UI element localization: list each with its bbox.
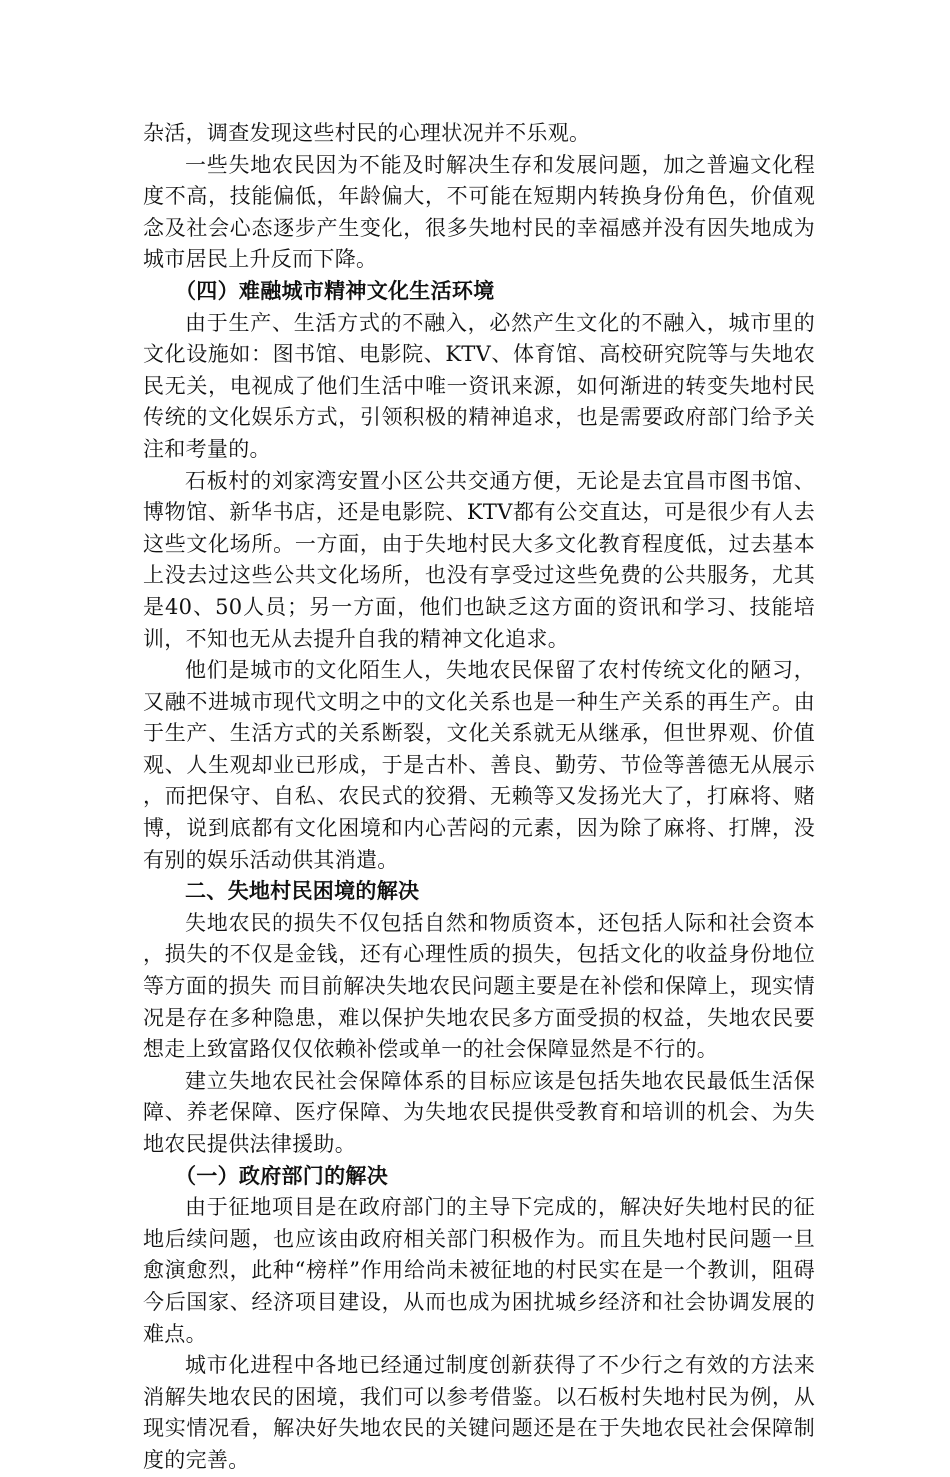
heading-section-solutions: 二、失地村民困境的解决 [185, 879, 420, 904]
paragraph-urbanization: 城市化进程中各地已经通过制度创新获得了不少行之有效的方法来消解失地农民的困境，我们可以参考借鉴。以石板村失地村民为例，从现实情况看，解决好失地农民的关键问题还是在于失地农民社会保障制度的完善。 [143, 1353, 815, 1472]
paragraph-psychology: 一些失地农民因为不能及时解决生存和发展问题，加之普遍文化程度不高，技能偏低，年龄偏大，不可能在短期内转换身份角色，价值观念及社会心态逐步产生变化，很多失地村民的幸福感并没有因失地成为城市居民上升反而下降。 [143, 152, 815, 272]
document-page [143, 118, 815, 1477]
paragraph-continuation: 杂活，调查发现这些村民的心理状况并不乐观。 [143, 121, 591, 145]
paragraph-cultural-facilities: 由于生产、生活方式的不融入，必然产生文化的不融入，城市里的文化设施如：图书馆、电影院、KTV、体育馆、高校研究院等与失地农民无关，电视成了他们生活中唯一资讯来源，如何渐进的转变失地村民传统的文化娱乐方式，引领积极的精神追求，也是需要政府部门给予关注和考量的。 [143, 310, 815, 461]
paragraph-social-security-goal: 建立失地农民社会保障体系的目标应该是包括失地农民最低生活保障、养老保障、医疗保障、为失地农民提供受教育和培训的机会、为失地农民提供法律援助。 [143, 1068, 815, 1156]
heading-government-solution: （一）政府部门的解决 [175, 1163, 388, 1188]
paragraph-losses: 失地农民的损失不仅包括自然和物质资本，还包括人际和社会资本，损失的不仅是金钱，还有心理性质的损失，包括文化的收益身份地位等方面的损失 而目前解决失地农民问题主要是在补偿和保障上，现实情况是存在多种隐患，难以保护失地农民多方面受损的权益，失地农民要想走上致富路仅仅依赖补偿或单一的社会保障显然是不行的。 [143, 910, 815, 1062]
paragraph-government-role: 由于征地项目是在政府部门的主导下完成的，解决好失地村民的征地后续问题，也应该由政府相关部门积极作为。而且失地村民问题一旦愈演愈烈，此种“榜样”作用给尚未被征地的村民实在是一个教训，阻碍今后国家、经济项目建设，从而也成为困扰城乡经济和社会协调发展的难点。 [143, 1195, 815, 1346]
paragraph-shiban-village: 石板村的刘家湾安置小区公共交通方便，无论是去宜昌市图书馆、博物馆、新华书店，还是电影院、KTV都有公交直达，可是很少有人去这些文化场所。一方面，由于失地村民大多文化教育程度低，过去基本上没去过这些公共文化场所，也没有享受过这些免费的公共服务，尤其是40、50人员；另一方面，他们也缺乏这方面的资讯和学习、技能培训，不知也无从去提升自我的精神文化追求。 [143, 468, 815, 651]
heading-culture-integration: （四）难融城市精神文化生活环境 [175, 278, 495, 303]
paragraph-cultural-strangers: 他们是城市的文化陌生人，失地农民保留了农村传统文化的陋习，又融不进城市现代文明之中的文化关系也是一种生产关系的再生产。由于生产、生活方式的关系断裂，文化关系就无从继承，但世界观、价值观、人生观却业已形成，于是古朴、善良、勤劳、节俭等善德无从展示，而把保守、自私、农民式的狡猾、无赖等又发扬光大了，打麻将、赌博，说到底都有文化困境和内心苦闷的元素，因为除了麻将、打牌，没有别的娱乐活动供其消遣。 [143, 658, 815, 872]
